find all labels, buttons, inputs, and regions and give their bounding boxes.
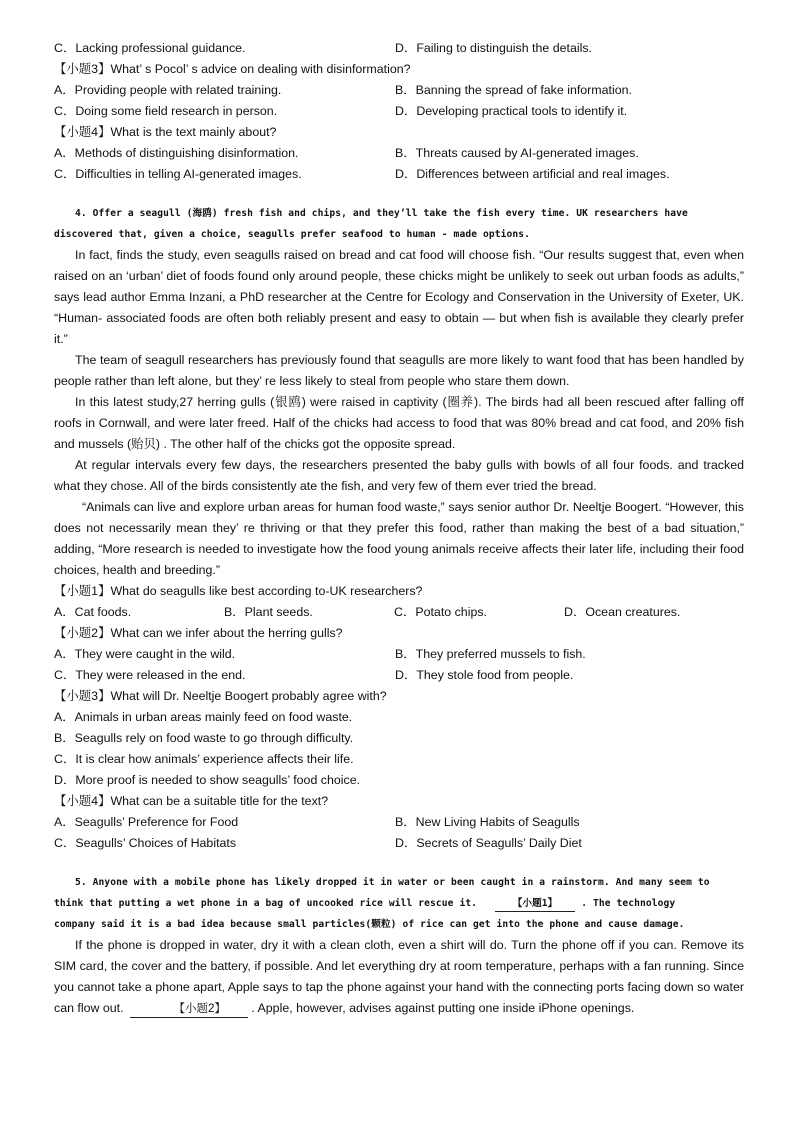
blank-1[interactable]: 【小题1】 xyxy=(495,896,576,912)
blank-2[interactable]: 【小题2】 xyxy=(130,1002,247,1018)
section-gap xyxy=(54,854,744,872)
option-a[interactable]: A．They were caught in the wild. xyxy=(54,647,236,661)
option-a[interactable]: A．Providing people with related training. xyxy=(54,83,282,97)
option-c[interactable]: C．Potato chips. xyxy=(394,605,487,619)
option-d[interactable]: D．They stole food from people. xyxy=(395,668,574,682)
option-c[interactable]: C．They were released in the end. xyxy=(54,668,246,682)
option-a[interactable]: A．Cat foods. xyxy=(54,605,132,619)
option-d[interactable]: D．Failing to distinguish the details. xyxy=(395,41,592,55)
passage4-intro-line1: 4. Offer a seagull (海鸥) fresh fish and chips, and they’ll take the fish every time. UK researchers have xyxy=(75,208,688,219)
passage5-text: If the phone is dropped in water, dry it with a clean cloth, even a shirt will do. Turn the phone off if you can. Remove its SIM card, the cover and the battery, if possible. And let everything dry at room temperature, perhaps with a fan running. Since you cannot take a phone apart, Apple says to tap the phone against your hand with the connecting ports facing down so water can flow out. xyxy=(54,938,744,1015)
passage4-paragraph: The team of seagull researchers has previously found that seagulls are more likely to want food that has been handled by people rather than left alone, but they’ re less likely to steal from people who stare them down. xyxy=(54,353,744,388)
option-a[interactable]: A．Methods of distinguishing disinformation. xyxy=(54,146,299,160)
option-d[interactable]: D．Ocean creatures. xyxy=(564,605,681,619)
prev-q3-options-ab xyxy=(54,80,744,101)
passage4-intro-line2: discovered that, given a choice, seagulls prefer seafood to human - made options. xyxy=(54,229,530,240)
option-b[interactable]: B．Threats caused by AI-generated images. xyxy=(395,146,639,160)
option-d[interactable]: D．More proof is needed to show seagulls’ food choice. xyxy=(54,773,361,787)
passage4-paragraph: In fact, finds the study, even seagulls raised on bread and cat food will choose fish. “Our results suggest that, even when raised on an ‘urban’ diet of foods found only around people, these chicks might be unlikely to seek out urban foods as adults,” says lead author Emma Inzani, a PhD researcher at the Centre for Ecology and Conservation in the University of Exeter, UK. “Human- associated foods are often both reliably present and easy to obtain — but when fish is available they clearly prefer it.” xyxy=(54,248,744,346)
p4-q3-stem: 【小题3】What will Dr. Neeltje Boogert probably agree with? xyxy=(54,689,387,703)
option-a[interactable]: A．Seagulls’ Preference for Food xyxy=(54,815,239,829)
passage5-intro-text: . The technology xyxy=(581,898,676,909)
passage5-intro-text: think that putting a wet phone in a bag of uncooked rice will rescue it. xyxy=(54,898,478,909)
option-c[interactable]: C．Difficulties in telling AI-generated images. xyxy=(54,167,302,181)
section-gap xyxy=(54,185,744,203)
passage5-text: . Apple, however, advises against putting one inside iPhone openings. xyxy=(251,1001,635,1015)
option-d[interactable]: D．Secrets of Seagulls’ Daily Diet xyxy=(395,836,582,850)
passage4-paragraph: In this latest study,27 herring gulls (银鸥) were raised in captivity (圈养). The birds had all been rescued after falling off roofs in Cornwall, and were later freed. Half of the chicks had access to food that was 80% bread and cat food, and 20% fish and mussels (贻贝) . The other half of the chicks got the opposite spread. xyxy=(54,395,744,451)
p4-q2-stem: 【小题2】What can we infer about the herring gulls? xyxy=(54,626,343,640)
p4-q4-options-ab xyxy=(54,812,744,833)
p4-q2-options-ab xyxy=(54,644,744,665)
option-d[interactable]: D．Developing practical tools to identify it. xyxy=(395,104,628,118)
prev-q2-options-cd xyxy=(54,38,744,59)
passage4-paragraph: At regular intervals every few days, the researchers presented the baby gulls with bowls of all four foods. and tracked what they chose. All of the birds consistently ate the fish, and very few of them ever tried the bread. xyxy=(54,458,744,493)
worksheet-page xyxy=(54,38,744,1019)
option-c[interactable]: C．Lacking professional guidance. xyxy=(54,41,246,55)
option-a[interactable]: A．Animals in urban areas mainly feed on food waste. xyxy=(54,710,353,724)
p4-q4-options-cd xyxy=(54,833,744,854)
option-d[interactable]: D．Differences between artificial and real images. xyxy=(395,167,670,181)
p4-q1-stem: 【小题1】What do seagulls like best according to-UK researchers? xyxy=(54,584,423,598)
prev-q3-stem: 【小题3】What’ s Pocol’ s advice on dealing with disinformation? xyxy=(54,62,411,76)
passage5-paragraph xyxy=(54,935,744,1019)
option-c[interactable]: C．Doing some field research in person. xyxy=(54,104,278,118)
option-c[interactable]: C．It is clear how animals’ experience affects their life. xyxy=(54,752,354,766)
prev-q4-options-cd xyxy=(54,164,744,185)
option-b[interactable]: B．They preferred mussels to fish. xyxy=(395,647,586,661)
passage5-intro-line2 xyxy=(54,893,744,914)
prev-q3-options-cd xyxy=(54,101,744,122)
p4-q4-stem: 【小题4】What can be a suitable title for the text? xyxy=(54,794,329,808)
option-b[interactable]: B．New Living Habits of Seagulls xyxy=(395,815,580,829)
p4-q2-options-cd xyxy=(54,665,744,686)
prev-q4-options-ab xyxy=(54,143,744,164)
p4-q1-options xyxy=(54,602,744,623)
option-c[interactable]: C．Seagulls’ Choices of Habitats xyxy=(54,836,237,850)
passage4-paragraph: “Animals can live and explore urban areas for human food waste,” says senior author Dr. Neeltje Boogert. “However, this does not necessarily mean they’ re thriving or that they prefer this food, rather than making the best of a bad situation,” adding, “More research is needed to investigate how the food young animals receive affects their later life, including their food choices, health and breeding.” xyxy=(54,500,744,577)
prev-q4-stem: 【小题4】What is the text mainly about? xyxy=(54,125,277,139)
option-b[interactable]: B．Plant seeds. xyxy=(224,605,313,619)
option-b[interactable]: B．Banning the spread of fake information. xyxy=(395,83,632,97)
passage5-intro-line1: 5. Anyone with a mobile phone has likely dropped it in water or been caught in a rainstorm. And many seem to xyxy=(75,877,710,888)
option-b[interactable]: B．Seagulls rely on food waste to go through difficulty. xyxy=(54,731,354,745)
passage5-intro-line3: company said it is a bad idea because small particles(颗粒) of rice can get into the phone and cause damage. xyxy=(54,919,685,930)
